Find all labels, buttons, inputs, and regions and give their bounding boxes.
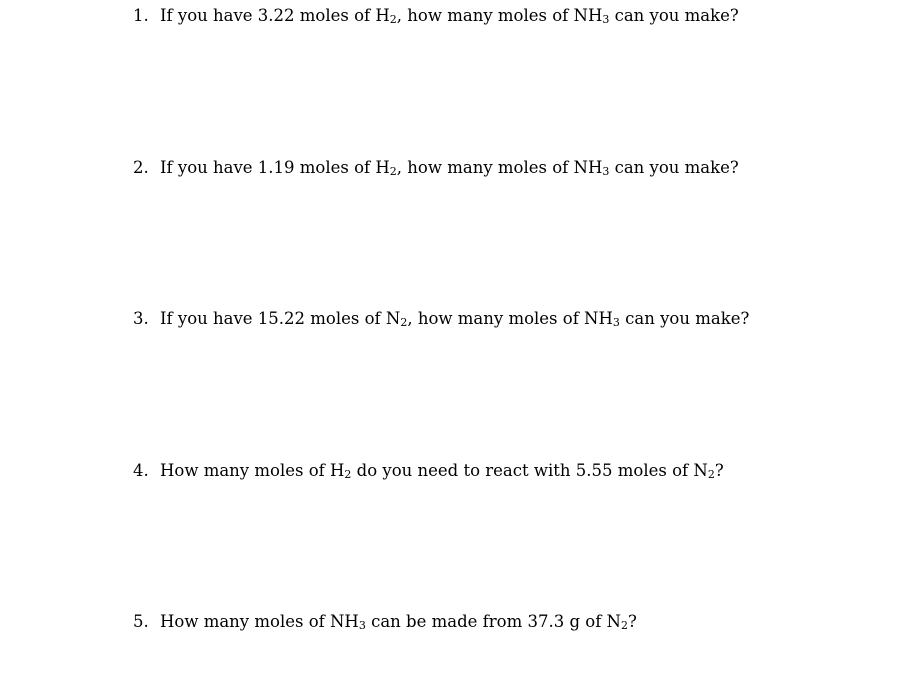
text-segment: can you make? <box>619 309 750 328</box>
question-number: 3. <box>133 309 149 328</box>
question-text <box>160 158 739 177</box>
subscript: 2 <box>400 316 408 329</box>
text-segment: If you have 1.19 moles of H <box>160 158 390 177</box>
text-segment: , how many moles of NH <box>396 6 603 25</box>
question-5 <box>133 612 853 632</box>
question-number: 1. <box>133 6 149 25</box>
text-segment: How many moles of H <box>160 461 345 480</box>
text-segment: can you make? <box>609 6 739 25</box>
subscript: 2 <box>389 165 397 178</box>
subscript: 2 <box>344 468 352 481</box>
text-segment: If you have 3.22 moles of H <box>160 6 390 25</box>
text-segment: , how many moles of NH <box>396 158 603 177</box>
question-2 <box>133 158 853 178</box>
question-text <box>160 6 739 25</box>
question-text <box>160 309 749 328</box>
question-3 <box>133 309 853 329</box>
question-number: 2. <box>133 158 149 177</box>
text-segment: ? <box>714 461 724 480</box>
text-segment: How many moles of NH <box>160 612 359 631</box>
question-text <box>160 612 637 631</box>
subscript: 3 <box>358 619 366 632</box>
subscript: 3 <box>602 165 610 178</box>
text-segment: If you have 15.22 moles of N <box>160 309 401 328</box>
subscript: 2 <box>620 619 628 632</box>
text-segment: can you make? <box>609 158 739 177</box>
text-segment: , how many moles of NH <box>407 309 613 328</box>
subscript: 2 <box>707 468 715 481</box>
question-4 <box>133 461 853 481</box>
question-1 <box>133 6 853 26</box>
text-segment: ? <box>627 612 637 631</box>
question-number: 4. <box>133 461 149 480</box>
text-segment: can be made from 37.3 g of N <box>365 612 621 631</box>
question-text <box>160 461 724 480</box>
question-number: 5. <box>133 612 149 631</box>
text-segment: do you need to react with 5.55 moles of N <box>351 461 708 480</box>
subscript: 3 <box>612 316 620 329</box>
subscript: 3 <box>602 13 610 26</box>
subscript: 2 <box>389 13 397 26</box>
